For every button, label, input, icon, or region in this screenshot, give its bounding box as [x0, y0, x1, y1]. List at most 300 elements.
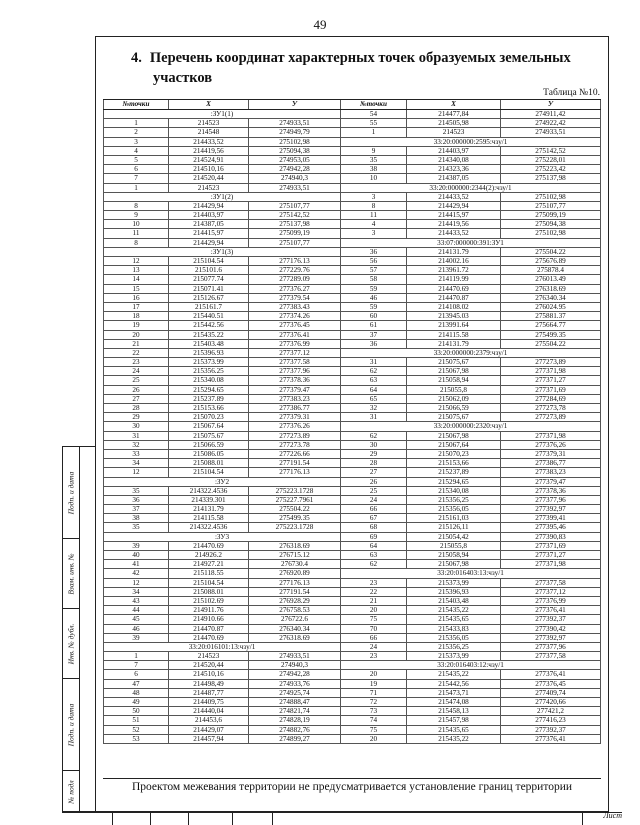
- table-row: [103, 615, 601, 624]
- header-x-left: X: [169, 100, 249, 109]
- table-row: [103, 248, 601, 257]
- point-number-right: 21: [341, 597, 407, 605]
- y-coordinate-right: 277383,23: [501, 468, 601, 476]
- point-number-right: 59: [341, 303, 407, 311]
- point-number-right: 69: [341, 533, 407, 541]
- group-heading-right: 33:07:000000:391:ЗУ1: [341, 239, 601, 247]
- table-row: [103, 625, 601, 634]
- x-coordinate-right: 215457,98: [407, 716, 501, 724]
- x-coordinate-right: 215435,22: [407, 735, 501, 743]
- y-coordinate-left: 277289.09: [249, 275, 341, 283]
- x-coordinate-left: 214387,05: [169, 220, 249, 228]
- section-number: 4.: [131, 50, 142, 66]
- table-header-row: [103, 99, 601, 110]
- x-coordinate-right: 215067,98: [407, 432, 501, 440]
- point-number-left: 33: [103, 450, 169, 458]
- point-number-right: 56: [341, 257, 407, 265]
- x-coordinate-right: 215356,25: [407, 496, 501, 504]
- group-heading-right: 33:20:016403:13:чзу/1: [341, 569, 601, 577]
- table-row: [103, 551, 601, 560]
- x-coordinate-left: 215070.23: [169, 413, 249, 421]
- x-coordinate-left: 214429,94: [169, 202, 249, 210]
- y-coordinate-left: 274899,27: [249, 735, 341, 743]
- y-coordinate-right: 277399,41: [501, 514, 601, 522]
- x-coordinate-right: 214108.02: [407, 303, 501, 311]
- point-number-right: 22: [341, 588, 407, 596]
- table-row: [103, 652, 601, 661]
- point-number-right: 63: [341, 376, 407, 384]
- y-coordinate-right: 275137,98: [501, 174, 601, 182]
- table-row: [103, 496, 601, 505]
- table-row: [103, 165, 601, 174]
- title-block-divider: [150, 813, 151, 825]
- table-row: [103, 597, 601, 606]
- y-coordinate-right: 277395,46: [501, 523, 601, 531]
- x-coordinate-left: 214470.69: [169, 542, 249, 550]
- x-coordinate-right: 214115.58: [407, 331, 501, 339]
- table-row: [103, 193, 601, 202]
- point-number-right: 26: [341, 478, 407, 486]
- y-coordinate-right: 277386,77: [501, 459, 601, 467]
- point-number-right: 31: [341, 358, 407, 366]
- x-coordinate-right: 214387,05: [407, 174, 501, 182]
- x-coordinate-right: 215161,03: [407, 514, 501, 522]
- x-coordinate-left: 214926.2: [169, 551, 249, 559]
- point-number-right: 23: [341, 579, 407, 587]
- x-coordinate-left: 215161.7: [169, 303, 249, 311]
- y-coordinate-left: 274942,28: [249, 165, 341, 173]
- y-coordinate-right: 277392,37: [501, 726, 601, 734]
- table-row: [103, 606, 601, 615]
- table-row: [103, 505, 601, 514]
- point-number-right: 37: [341, 331, 407, 339]
- header-y-right: У: [501, 100, 601, 109]
- table-row: [103, 202, 601, 211]
- table-row: [103, 523, 601, 532]
- x-coordinate-left: 214453,6: [169, 716, 249, 724]
- y-coordinate-left: 275107,77: [249, 239, 341, 247]
- point-number-right: 4: [341, 220, 407, 228]
- x-coordinate-left: 214409,75: [169, 698, 249, 706]
- table-row: [103, 643, 601, 652]
- table-row: [103, 275, 601, 284]
- y-coordinate-left: 274888,47: [249, 698, 341, 706]
- point-number-left: 1: [103, 119, 169, 127]
- point-number-left: 46: [103, 625, 169, 633]
- table-row: [103, 220, 601, 229]
- stamp-cell-inv-dupl: [63, 609, 79, 679]
- y-coordinate-right: 275676.89: [501, 257, 601, 265]
- x-coordinate-left: 214322.4536: [169, 523, 249, 531]
- y-coordinate-right: 277379,47: [501, 478, 601, 486]
- y-coordinate-right: 275094,38: [501, 220, 601, 228]
- x-coordinate-left: 214510,16: [169, 165, 249, 173]
- x-coordinate-left: 215396.93: [169, 349, 249, 357]
- y-coordinate-left: 277376.45: [249, 321, 341, 329]
- x-coordinate-left: 214927.21: [169, 560, 249, 568]
- table-row: [103, 211, 601, 220]
- y-coordinate-left: 274940,3: [249, 174, 341, 182]
- point-number-left: 51: [103, 716, 169, 724]
- x-coordinate-left: 214524,91: [169, 156, 249, 164]
- point-number-left: 29: [103, 413, 169, 421]
- y-coordinate-right: 275664.77: [501, 321, 601, 329]
- x-coordinate-left: 214911.76: [169, 606, 249, 614]
- table-row: [103, 312, 601, 321]
- y-coordinate-left: 277374.26: [249, 312, 341, 320]
- table-row: [103, 294, 601, 303]
- x-coordinate-left: 215442.56: [169, 321, 249, 329]
- y-coordinate-right: 277376,99: [501, 597, 601, 605]
- table-row: [103, 735, 601, 744]
- x-coordinate-right: 215058,94: [407, 551, 501, 559]
- x-coordinate-right: 215075,67: [407, 358, 501, 366]
- y-coordinate-left: 277273.78: [249, 441, 341, 449]
- y-coordinate-right: 277392,37: [501, 615, 601, 623]
- y-coordinate-right: 277378,36: [501, 487, 601, 495]
- point-number-right: 68: [341, 523, 407, 531]
- table-row: [103, 119, 601, 128]
- y-coordinate-left: 277377.96: [249, 367, 341, 375]
- x-coordinate-left: 215067.64: [169, 422, 249, 430]
- x-coordinate-right: 215126,11: [407, 523, 501, 531]
- section-title-line2: участков: [153, 70, 213, 86]
- point-number-left: 24: [103, 367, 169, 375]
- point-number-left: 37: [103, 505, 169, 513]
- table-row: [103, 432, 601, 441]
- point-number-right: 24: [341, 643, 407, 651]
- point-number-right: 3: [341, 229, 407, 237]
- point-number-left: 53: [103, 735, 169, 743]
- table-row: [103, 174, 601, 183]
- x-coordinate-right: 214131.79: [407, 248, 501, 256]
- group-heading-left: :ЗУ1(3): [103, 248, 341, 256]
- y-coordinate-right: 277273,78: [501, 404, 601, 412]
- table-row: [103, 349, 601, 358]
- point-number-right: 62: [341, 560, 407, 568]
- point-number-left: 4: [103, 147, 169, 155]
- x-coordinate-left: 214131.79: [169, 505, 249, 513]
- table-row: [103, 331, 601, 340]
- point-number-right: 19: [341, 680, 407, 688]
- point-number-left: 21: [103, 340, 169, 348]
- point-number-left: 1: [103, 652, 169, 660]
- x-coordinate-right: 215066,59: [407, 404, 501, 412]
- table-row: [103, 459, 601, 468]
- x-coordinate-left: 215104.54: [169, 257, 249, 265]
- point-number-right: 75: [341, 615, 407, 623]
- point-number-left: 1: [103, 184, 169, 192]
- x-coordinate-right: 213991.64: [407, 321, 501, 329]
- y-coordinate-right: 275142,52: [501, 147, 601, 155]
- table-row: [103, 689, 601, 698]
- point-number-left: 48: [103, 689, 169, 697]
- point-number-right: 66: [341, 634, 407, 642]
- y-coordinate-left: 277377.58: [249, 358, 341, 366]
- table-row: [103, 257, 601, 266]
- y-coordinate-left: 274933,76: [249, 680, 341, 688]
- point-number-left: 50: [103, 707, 169, 715]
- coordinates-table: [103, 99, 601, 744]
- x-coordinate-left: 214415,97: [169, 229, 249, 237]
- y-coordinate-left: 277383.23: [249, 395, 341, 403]
- point-number-left: 23: [103, 358, 169, 366]
- y-coordinate-left: 276340.34: [249, 625, 341, 633]
- x-coordinate-right: 215435,22: [407, 670, 501, 678]
- y-coordinate-left: 277229.76: [249, 266, 341, 274]
- x-coordinate-left: 214339.301: [169, 496, 249, 504]
- stamp-cell-replace-inv: [63, 539, 79, 609]
- y-coordinate-right: 277377,58: [501, 579, 601, 587]
- y-coordinate-left: 277191.54: [249, 588, 341, 596]
- point-number-right: 59: [341, 285, 407, 293]
- point-number-right: 62: [341, 367, 407, 375]
- table-row: [103, 367, 601, 376]
- point-number-left: 35: [103, 487, 169, 495]
- y-coordinate-right: 277371,69: [501, 542, 601, 550]
- table-row: [103, 386, 601, 395]
- point-number-right: 57: [341, 266, 407, 274]
- y-coordinate-left: 276730.4: [249, 560, 341, 568]
- x-coordinate-right: 214403,97: [407, 147, 501, 155]
- y-coordinate-right: 275102,98: [501, 229, 601, 237]
- title-block-divider: [582, 813, 583, 825]
- x-coordinate-left: 214322.4536: [169, 487, 249, 495]
- y-coordinate-right: 276013.49: [501, 275, 601, 283]
- group-heading-left: :ЗУ2: [103, 478, 341, 486]
- table-row: [103, 128, 601, 137]
- x-coordinate-right: 214505,98: [407, 119, 501, 127]
- point-number-left: 39: [103, 634, 169, 642]
- point-number-left: 22: [103, 349, 169, 357]
- point-number-left: 49: [103, 698, 169, 706]
- y-coordinate-left: 276318.69: [249, 542, 341, 550]
- y-coordinate-right: 275099,19: [501, 211, 601, 219]
- x-coordinate-right: 215340,08: [407, 487, 501, 495]
- x-coordinate-left: 215104.54: [169, 579, 249, 587]
- sheet-label: Лист: [603, 811, 622, 820]
- x-coordinate-left: 214470.69: [169, 634, 249, 642]
- x-coordinate-right: 215058,94: [407, 376, 501, 384]
- y-coordinate-right: 275881.37: [501, 312, 601, 320]
- point-number-left: 19: [103, 321, 169, 329]
- point-number-right: 61: [341, 321, 407, 329]
- point-number-right: 9: [341, 147, 407, 155]
- point-number-right: 70: [341, 625, 407, 633]
- point-number-left: 7: [103, 661, 169, 669]
- x-coordinate-left: 214910.66: [169, 615, 249, 623]
- y-coordinate-right: 277371,98: [501, 432, 601, 440]
- table-row: [103, 229, 601, 238]
- y-coordinate-right: 277371,69: [501, 386, 601, 394]
- x-coordinate-right: 214323,36: [407, 165, 501, 173]
- point-number-left: 31: [103, 432, 169, 440]
- point-number-right: 29: [341, 450, 407, 458]
- point-number-left: 38: [103, 514, 169, 522]
- stamp-cell-orig-inv: [63, 771, 79, 813]
- stamp-label: № подл: [66, 780, 76, 804]
- x-coordinate-left: 215294.65: [169, 386, 249, 394]
- group-heading-right: 33:20:000000:2595:чзу/1: [341, 138, 601, 146]
- point-number-left: 32: [103, 441, 169, 449]
- y-coordinate-right: 277371,27: [501, 376, 601, 384]
- x-coordinate-right: 215070,23: [407, 450, 501, 458]
- x-coordinate-left: 215088.01: [169, 459, 249, 467]
- y-coordinate-left: 275137,98: [249, 220, 341, 228]
- point-number-left: 41: [103, 560, 169, 568]
- table-caption: Таблица №10.: [543, 88, 600, 98]
- y-coordinate-left: 277176.13: [249, 257, 341, 265]
- x-coordinate-right: 214433,52: [407, 229, 501, 237]
- y-coordinate-right: 277379,31: [501, 450, 601, 458]
- y-coordinate-left: 277176.13: [249, 579, 341, 587]
- point-number-left: 12: [103, 579, 169, 587]
- table-row: [103, 542, 601, 551]
- y-coordinate-left: 276722.6: [249, 615, 341, 623]
- table-row: [103, 422, 601, 431]
- table-row: [103, 514, 601, 523]
- x-coordinate-right: 215442,56: [407, 680, 501, 688]
- x-coordinate-right: 214429,94: [407, 202, 501, 210]
- point-number-left: 26: [103, 386, 169, 394]
- table-row: [103, 395, 601, 404]
- point-number-left: 12: [103, 257, 169, 265]
- x-coordinate-right: 214119.99: [407, 275, 501, 283]
- x-coordinate-right: 214470.69: [407, 285, 501, 293]
- point-number-left: 42: [103, 569, 169, 577]
- y-coordinate-right: 276318.69: [501, 285, 601, 293]
- x-coordinate-right: 215396,93: [407, 588, 501, 596]
- table-row: [103, 468, 601, 477]
- y-coordinate-left: 276928.29: [249, 597, 341, 605]
- stamp-cell-sign-date-2: [63, 679, 79, 771]
- stamp-label: Инв. № дубл.: [66, 623, 76, 664]
- point-number-left: 45: [103, 615, 169, 623]
- table-row: [103, 707, 601, 716]
- point-number-left: 40: [103, 551, 169, 559]
- y-coordinate-left: 275227.7961: [249, 496, 341, 504]
- y-coordinate-right: 277377,12: [501, 588, 601, 596]
- title-block-divider: [232, 813, 233, 825]
- x-coordinate-left: 214403,97: [169, 211, 249, 219]
- stamp-label: Подп. и дата: [66, 471, 76, 514]
- point-number-left: 18: [103, 312, 169, 320]
- point-number-right: 65: [341, 395, 407, 403]
- point-number-right: 71: [341, 689, 407, 697]
- point-number-right: 36: [341, 340, 407, 348]
- point-number-right: 62: [341, 432, 407, 440]
- y-coordinate-right: 274933,51: [501, 128, 601, 136]
- y-coordinate-left: 274933,51: [249, 184, 341, 192]
- x-coordinate-left: 214433,52: [169, 138, 249, 146]
- table-row: [103, 110, 601, 119]
- x-coordinate-left: 214429,07: [169, 726, 249, 734]
- y-coordinate-left: 275142,52: [249, 211, 341, 219]
- x-coordinate-left: 215403.48: [169, 340, 249, 348]
- x-coordinate-left: 214510,16: [169, 670, 249, 678]
- y-coordinate-right: 277273,89: [501, 358, 601, 366]
- point-number-right: 8: [341, 202, 407, 210]
- y-coordinate-left: 275102,98: [249, 138, 341, 146]
- point-number-left: 12: [103, 468, 169, 476]
- table-row: [103, 680, 601, 689]
- x-coordinate-left: 215077.74: [169, 275, 249, 283]
- y-coordinate-left: 275094,38: [249, 147, 341, 155]
- y-coordinate-right: 277371,98: [501, 560, 601, 568]
- x-coordinate-right: 214002.16: [407, 257, 501, 265]
- point-number-left: 34: [103, 588, 169, 596]
- point-number-right: 66: [341, 505, 407, 513]
- point-number-right: 3: [341, 193, 407, 201]
- x-coordinate-right: 214433,52: [407, 193, 501, 201]
- point-number-left: 13: [103, 266, 169, 274]
- y-coordinate-left: 277386.77: [249, 404, 341, 412]
- table-row: [103, 588, 601, 597]
- x-coordinate-right: 215237,89: [407, 468, 501, 476]
- header-y-left: У: [249, 100, 341, 109]
- x-coordinate-left: 215075.67: [169, 432, 249, 440]
- y-coordinate-right: 277376,41: [501, 606, 601, 614]
- stamp-label: Взам. инв. №: [66, 552, 76, 595]
- point-number-left: 14: [103, 275, 169, 283]
- point-number-left: 35: [103, 523, 169, 531]
- point-number-right: 46: [341, 294, 407, 302]
- y-coordinate-right: 276340.34: [501, 294, 601, 302]
- x-coordinate-right: 215373,99: [407, 579, 501, 587]
- y-coordinate-right: 275223,42: [501, 165, 601, 173]
- y-coordinate-left: 277377.12: [249, 349, 341, 357]
- point-number-right: 24: [341, 496, 407, 504]
- point-number-left: 25: [103, 376, 169, 384]
- y-coordinate-right: 277371,98: [501, 367, 601, 375]
- x-coordinate-right: 215435,65: [407, 726, 501, 734]
- y-coordinate-right: 277390,42: [501, 625, 601, 633]
- table-row: [103, 138, 601, 147]
- y-coordinate-left: 274949,79: [249, 128, 341, 136]
- y-coordinate-left: 274942,28: [249, 670, 341, 678]
- point-number-right: 27: [341, 468, 407, 476]
- y-coordinate-right: 277376,26: [501, 441, 601, 449]
- table-row: [103, 285, 601, 294]
- x-coordinate-left: 214457,94: [169, 735, 249, 743]
- x-coordinate-left: 214429,94: [169, 239, 249, 247]
- y-coordinate-left: 274828,19: [249, 716, 341, 724]
- y-coordinate-left: 275223.1728: [249, 523, 341, 531]
- x-coordinate-left: 214487,77: [169, 689, 249, 697]
- x-coordinate-right: 215458,13: [407, 707, 501, 715]
- point-number-left: 3: [103, 138, 169, 146]
- y-coordinate-right: 274911,42: [501, 110, 601, 118]
- x-coordinate-right: 215055,8: [407, 386, 501, 394]
- y-coordinate-right: 277377,96: [501, 496, 601, 504]
- point-number-right: 64: [341, 386, 407, 394]
- table-row: [103, 661, 601, 670]
- y-coordinate-right: 275228,01: [501, 156, 601, 164]
- point-number-left: 15: [103, 285, 169, 293]
- y-coordinate-right: 277371,27: [501, 551, 601, 559]
- x-coordinate-right: 215075,67: [407, 413, 501, 421]
- point-number-right: 58: [341, 275, 407, 283]
- x-coordinate-right: 215403,48: [407, 597, 501, 605]
- x-coordinate-right: 215473,71: [407, 689, 501, 697]
- point-number-left: 36: [103, 496, 169, 504]
- y-coordinate-right: 275499.35: [501, 331, 601, 339]
- point-number-left: 28: [103, 404, 169, 412]
- y-coordinate-right: 277377,96: [501, 643, 601, 651]
- point-number-right: 73: [341, 707, 407, 715]
- y-coordinate-left: 275107,77: [249, 202, 341, 210]
- y-coordinate-left: 276920.89: [249, 569, 341, 577]
